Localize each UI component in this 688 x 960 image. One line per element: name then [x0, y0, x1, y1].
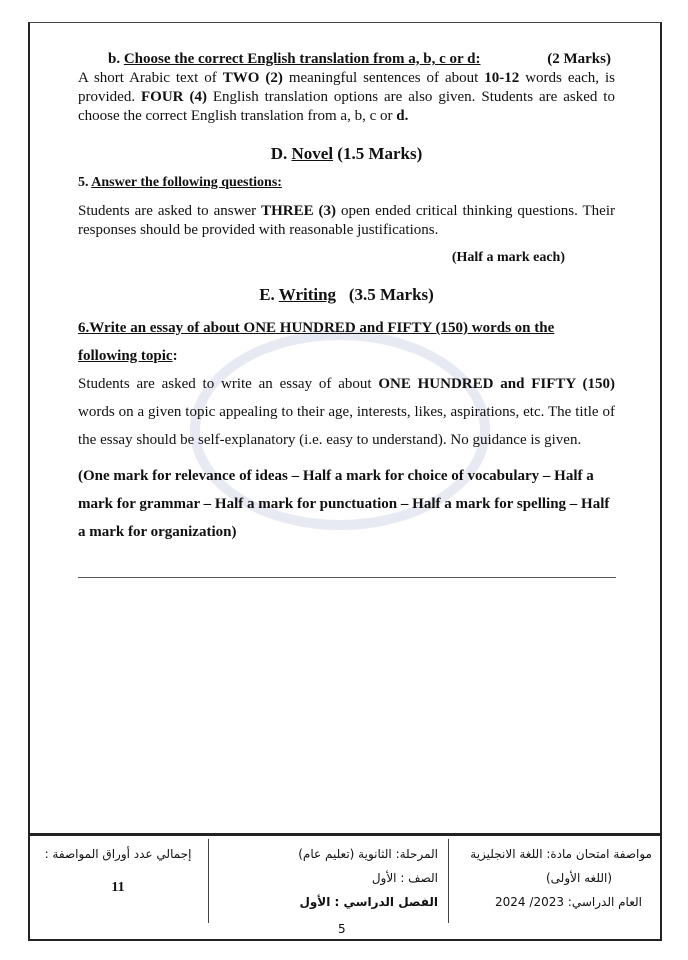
- t: TWO (2): [222, 70, 283, 86]
- t: ONE HUNDRED and FIFTY (150): [378, 376, 615, 392]
- section-b-marks: (2 Marks): [547, 51, 611, 67]
- document-body: b. Choose the correct English translation from a, b, c or d: (2 Marks) A short Arabic text of TWO (2) meaningful sentences of about 10-12 words each, is provided. FOUR (4) English translation options are also given. Students are asked to choose the correct English translation from a, b, c or d. D. Novel (1.5 Marks) 5. Answer the following questions: Students are asked to answer THREE (3) open ended critical thinking questions. Their responses should be provided with reasonable justifications. (Half a mark each) E. Writing (3.5 Marks) 6.Write an essay of about ONE HUNDRED and FIFTY (150) words on the following topic: Students are asked to write an essay of about ONE HUNDRED and FIFTY (150) words on a given topic appealing to their age, interests, likes, aspirations, etc. The title of the essay should be self-explanatory (i.e. easy to understand). No guidance is given. (One mark for relevance of ideas – Half a mark for choice of vocabulary – Half a mark for grammar – Half a mark for punctuation – Half a mark for spelling – Half a mark for organization): [78, 50, 615, 546]
- t: D.: [270, 144, 292, 163]
- footer-total-label: إجمالي عدد أوراق المواصفة :: [44, 847, 192, 861]
- question-5: [78, 173, 615, 192]
- t: d.: [396, 108, 409, 124]
- t: (1.5 Marks): [333, 144, 423, 163]
- section-d-text: [78, 202, 615, 240]
- divider: [448, 839, 449, 923]
- t: Answer the following questions:: [91, 175, 282, 190]
- section-b-prefix: b.: [108, 51, 124, 67]
- footer-table: [30, 833, 660, 941]
- footer-total: 11: [111, 880, 125, 895]
- t: English translation options are also given. Students are asked to choose the correct English translation from a, b, c or: [78, 89, 615, 124]
- section-b-text: [78, 69, 615, 126]
- section-b-title: Choose the correct English translation from a, b, c or d:: [123, 51, 481, 67]
- footer-stage: المرحلة: الثانوية (تعليم عام): [298, 847, 438, 861]
- t: E.: [259, 285, 279, 304]
- t: FOUR (4): [141, 89, 207, 105]
- t: THREE (3): [261, 203, 337, 219]
- footer-lang: (اللغه الأولى): [546, 871, 612, 885]
- t: words each, is provided.: [78, 70, 615, 105]
- t: Students are asked to write an essay of about: [78, 376, 379, 392]
- t: open ended critical thinking questions. Their responses should be provided with reasonable justifications.: [78, 203, 615, 238]
- footer-year: العام الدراسي: 2023/ 2024: [495, 895, 642, 909]
- footer-spec: مواصفة امتحان مادة: اللغة الانجليزية: [470, 847, 652, 861]
- t: 5.: [78, 175, 92, 190]
- t: Writing: [278, 285, 337, 304]
- section-b-heading: [78, 50, 615, 69]
- footer-grade: الصف : الأول: [371, 871, 438, 885]
- divider: [208, 839, 209, 923]
- t: Students are asked to answer: [78, 203, 262, 219]
- t: (3.5 Marks): [348, 285, 434, 304]
- t: 10-12: [484, 70, 520, 86]
- page-number: 5: [338, 922, 346, 936]
- t: words on a given topic appealing to their age, interests, likes, aspirations, etc. The title of the essay should be self-explanatory (i.e. easy to understand). No guidance is given.: [78, 404, 615, 448]
- section-e-heading: [78, 285, 615, 304]
- footer-term: الفصل الدراسي : الأول: [299, 895, 438, 909]
- question-6: 6.Write an essay of about ONE HUNDRED and FIFTY (150) words on the following topic: [78, 320, 555, 364]
- section-d-heading: [78, 144, 615, 163]
- section-e-text: [78, 370, 615, 454]
- divider: [78, 577, 616, 578]
- section-d-note: (Half a mark each): [451, 250, 565, 265]
- section-e-rubric: (One mark for relevance of ideas – Half a mark for choice of vocabulary – Half a mark for grammar – Half a mark for punctuation – Half a mark for spelling – Half a mark for organization): [78, 468, 610, 540]
- t: A short Arabic text of: [78, 70, 223, 86]
- t: meaningful sentences of about: [282, 70, 485, 86]
- t: Novel: [291, 144, 334, 163]
